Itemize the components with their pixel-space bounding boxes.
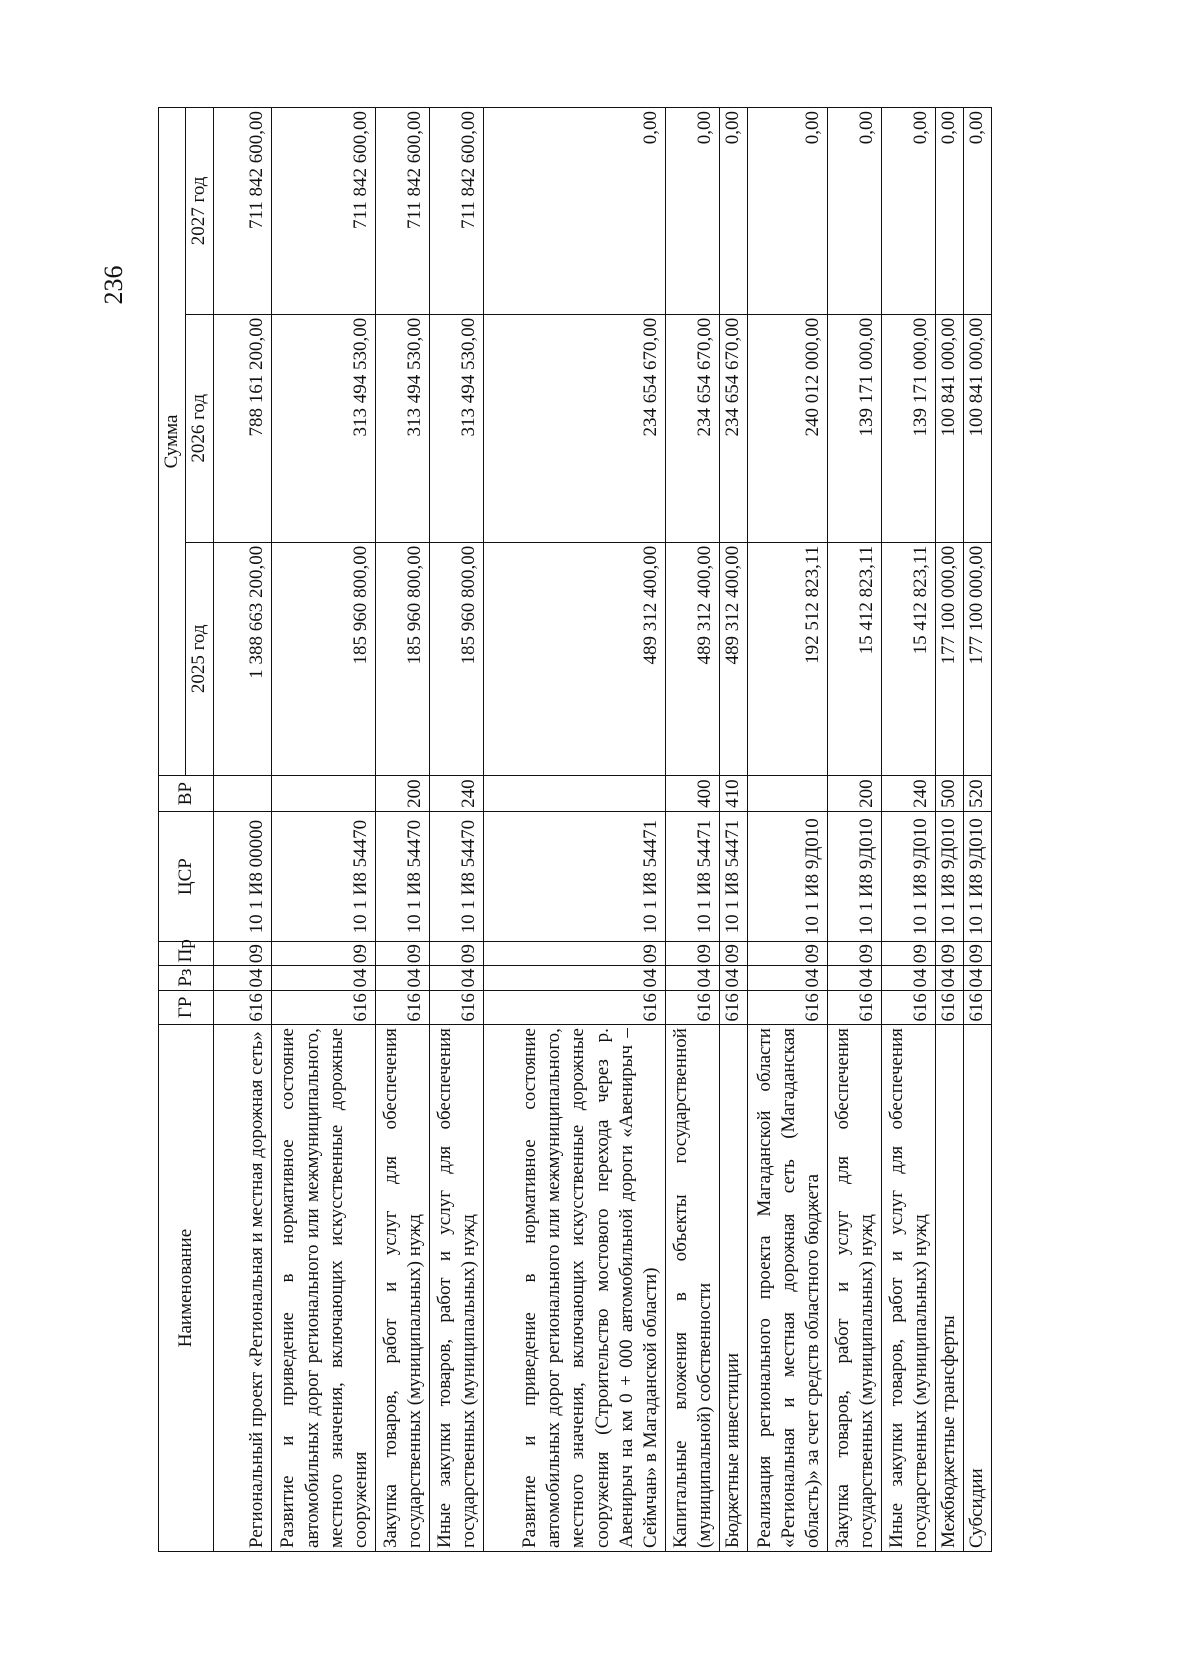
cell-2027: 711 842 600,00 (429, 108, 483, 315)
page-number: 236 (99, 265, 128, 305)
cell-name: Закупка товаров, работ и услуг для обеспечения государственных (муниципальных) нужд (375, 1025, 429, 1552)
table-row (935, 108, 963, 1552)
cell-2026: 788 161 200,00 (213, 314, 271, 542)
cell-2025: 185 960 800,00 (375, 542, 429, 775)
cell-2026: 139 171 000,00 (881, 314, 935, 542)
cell-2026: 234 654 670,00 (719, 314, 747, 542)
header-2026: 2026 год (186, 314, 213, 542)
cell-2026: 240 012 000,00 (747, 314, 827, 542)
rotated-table-wrapper (158, 107, 1028, 1552)
cell-csr: 10 1 И8 54470 (429, 812, 483, 942)
cell-name: Развитие и приведение в нормативное состояние автомобильных дорог регионального или межмуниципального, местного значения, включающих искусственные дорожные сооружения (271, 1025, 375, 1552)
cell-rz: 04 (881, 966, 935, 990)
cell-rz: 04 (483, 966, 665, 990)
cell-name: Развитие и приведение в нормативное состояние автомобильных дорог регионального или межмуниципального, местного значения, включающих искусственные дорожные сооружения (Строительство мостового перехода через р. Авенирыч на км 0 + 000 автомобильной дороги «Авенирыч – Сеймчан» в Магаданской области) (483, 1025, 665, 1552)
cell-csr: 10 1 И8 9Д010 (935, 812, 963, 942)
cell-gr: 616 (935, 990, 963, 1024)
cell-pr: 09 (747, 942, 827, 966)
cell-2027: 711 842 600,00 (375, 108, 429, 315)
cell-vr: 200 (375, 775, 429, 811)
header-2027: 2027 год (186, 108, 213, 315)
cell-2026: 100 841 000,00 (935, 314, 963, 542)
cell-rz: 04 (429, 966, 483, 990)
table-row (827, 108, 881, 1552)
cell-vr (747, 775, 827, 811)
cell-2025: 177 100 000,00 (935, 542, 963, 775)
cell-2027: 711 842 600,00 (271, 108, 375, 315)
cell-2025: 489 312 400,00 (483, 542, 665, 775)
cell-2027: 0,00 (483, 108, 665, 315)
budget-table (158, 107, 992, 1552)
cell-2025: 185 960 800,00 (429, 542, 483, 775)
cell-2025: 15 412 823,11 (827, 542, 881, 775)
cell-gr: 616 (375, 990, 429, 1024)
header-csr: ЦСР (159, 812, 214, 942)
cell-2027: 0,00 (747, 108, 827, 315)
cell-rz: 04 (963, 966, 991, 990)
cell-vr: 500 (935, 775, 963, 811)
header-vr: ВР (159, 775, 214, 811)
header-gr: ГР (159, 990, 214, 1024)
cell-name: Капитальные вложения в объекты государственной (муниципальной) собственности (665, 1025, 719, 1552)
cell-vr (271, 775, 375, 811)
cell-pr: 09 (827, 942, 881, 966)
table-row (213, 108, 271, 1552)
table-row (665, 108, 719, 1552)
table-row (483, 108, 665, 1552)
cell-gr: 616 (881, 990, 935, 1024)
cell-pr: 09 (483, 942, 665, 966)
cell-pr: 09 (271, 942, 375, 966)
cell-2026: 234 654 670,00 (665, 314, 719, 542)
cell-gr: 616 (665, 990, 719, 1024)
cell-vr: 240 (881, 775, 935, 811)
cell-2025: 192 512 823,11 (747, 542, 827, 775)
cell-rz: 04 (935, 966, 963, 990)
cell-gr: 616 (271, 990, 375, 1024)
table-row (271, 108, 375, 1552)
header-rz: Рз (159, 966, 214, 990)
cell-csr: 10 1 И8 54471 (483, 812, 665, 942)
cell-2027: 711 842 600,00 (213, 108, 271, 315)
cell-pr: 09 (935, 942, 963, 966)
cell-pr: 09 (213, 942, 271, 966)
header-sum: Сумма (159, 108, 186, 776)
cell-rz: 04 (747, 966, 827, 990)
cell-2026: 313 494 530,00 (375, 314, 429, 542)
cell-name: Межбюджетные трансферты (935, 1025, 963, 1552)
cell-2025: 185 960 800,00 (271, 542, 375, 775)
cell-gr: 616 (719, 990, 747, 1024)
cell-2027: 0,00 (665, 108, 719, 315)
cell-pr: 09 (375, 942, 429, 966)
cell-vr: 410 (719, 775, 747, 811)
cell-rz: 04 (827, 966, 881, 990)
cell-name: Иные закупки товаров, работ и услуг для обеспечения государственных (муниципальных) нужд (881, 1025, 935, 1552)
cell-gr: 616 (963, 990, 991, 1024)
table-header (159, 108, 214, 1552)
cell-csr: 10 1 И8 9Д010 (827, 812, 881, 942)
cell-vr: 200 (827, 775, 881, 811)
cell-gr: 616 (483, 990, 665, 1024)
cell-csr: 10 1 И8 54471 (719, 812, 747, 942)
cell-2026: 100 841 000,00 (963, 314, 991, 542)
cell-2027: 0,00 (963, 108, 991, 315)
cell-2025: 15 412 823,11 (881, 542, 935, 775)
cell-2026: 313 494 530,00 (429, 314, 483, 542)
cell-2026: 139 171 000,00 (827, 314, 881, 542)
cell-rz: 04 (271, 966, 375, 990)
cell-name: Субсидии (963, 1025, 991, 1552)
cell-rz: 04 (375, 966, 429, 990)
table-row (881, 108, 935, 1552)
table-row (429, 108, 483, 1552)
cell-name: Региональный проект «Региональная и местная дорожная сеть» (213, 1025, 271, 1552)
cell-csr: 10 1 И8 9Д010 (747, 812, 827, 942)
cell-name: Иные закупки товаров, работ и услуг для обеспечения государственных (муниципальных) нужд (429, 1025, 483, 1552)
cell-2025: 489 312 400,00 (665, 542, 719, 775)
header-2025: 2025 год (186, 542, 213, 775)
cell-gr: 616 (747, 990, 827, 1024)
cell-gr: 616 (827, 990, 881, 1024)
table-row (719, 108, 747, 1552)
cell-2027: 0,00 (935, 108, 963, 315)
cell-2025: 1 388 663 200,00 (213, 542, 271, 775)
table-row (375, 108, 429, 1552)
header-name: Наименование (159, 1025, 214, 1552)
cell-gr: 616 (429, 990, 483, 1024)
cell-name: Бюджетные инвестиции (719, 1025, 747, 1552)
cell-vr: 400 (665, 775, 719, 811)
cell-pr: 09 (881, 942, 935, 966)
cell-pr: 09 (963, 942, 991, 966)
cell-2026: 234 654 670,00 (483, 314, 665, 542)
cell-name: Закупка товаров, работ и услуг для обеспечения государственных (муниципальных) нужд (827, 1025, 881, 1552)
table-row (963, 108, 991, 1552)
cell-csr: 10 1 И8 54470 (375, 812, 429, 942)
cell-vr: 520 (963, 775, 991, 811)
cell-2027: 0,00 (881, 108, 935, 315)
cell-csr: 10 1 И8 9Д010 (881, 812, 935, 942)
cell-pr: 09 (719, 942, 747, 966)
table-row (747, 108, 827, 1552)
cell-rz: 04 (665, 966, 719, 990)
cell-rz: 04 (213, 966, 271, 990)
cell-pr: 09 (665, 942, 719, 966)
cell-gr: 616 (213, 990, 271, 1024)
cell-rz: 04 (719, 966, 747, 990)
cell-vr (483, 775, 665, 811)
cell-csr: 10 1 И8 54471 (665, 812, 719, 942)
cell-2025: 177 100 000,00 (963, 542, 991, 775)
cell-2026: 313 494 530,00 (271, 314, 375, 542)
cell-2027: 0,00 (719, 108, 747, 315)
cell-2025: 489 312 400,00 (719, 542, 747, 775)
cell-name: Реализация регионального проекта Магаданской области «Региональная и местная дорожная сеть (Магаданская область)» за счет средств областного бюджета (747, 1025, 827, 1552)
cell-2027: 0,00 (827, 108, 881, 315)
header-pr: Пр (159, 942, 214, 966)
cell-pr: 09 (429, 942, 483, 966)
cell-csr: 10 1 И8 00000 (213, 812, 271, 942)
cell-csr: 10 1 И8 54470 (271, 812, 375, 942)
table-body (213, 108, 991, 1552)
cell-vr: 240 (429, 775, 483, 811)
cell-vr (213, 775, 271, 811)
cell-csr: 10 1 И8 9Д010 (963, 812, 991, 942)
